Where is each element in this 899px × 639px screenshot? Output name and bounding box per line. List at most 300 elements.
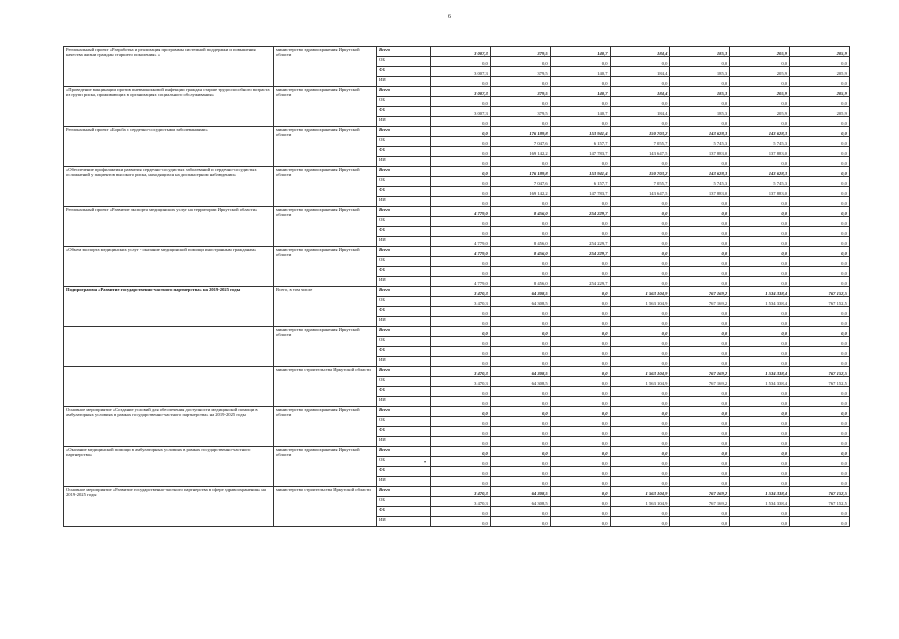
amount-cell: 0,0	[670, 77, 730, 87]
amount-cell: 0,0	[730, 417, 790, 427]
amount-cell: 0,0	[490, 157, 550, 167]
funding-source-cell: ФБ	[377, 227, 431, 237]
amount-cell: 0,0	[790, 237, 850, 247]
amount-cell: 254 229,7	[550, 277, 610, 287]
amount-cell: 0,0	[670, 57, 730, 67]
amount-cell: 0,0	[790, 457, 850, 467]
funding-source-cell: ОБ	[377, 177, 431, 187]
funding-source-cell: ИИ	[377, 77, 431, 87]
amount-cell: 0,0	[670, 447, 730, 457]
funding-source-cell: ОБ	[377, 497, 431, 507]
amount-cell: 0,0	[550, 417, 610, 427]
amount-cell: 205,9	[730, 107, 790, 117]
amount-cell: 0,0	[790, 217, 850, 227]
funding-source-cell: ФБ	[377, 147, 431, 157]
amount-cell: 0,0	[790, 147, 850, 157]
amount-cell: 137 883,0	[670, 187, 730, 197]
funding-source-cell: Всего	[377, 327, 431, 337]
amount-cell: 4 779,0	[431, 237, 491, 247]
amount-cell: 0,0	[550, 367, 610, 377]
amount-cell: 64 308,5	[490, 297, 550, 307]
amount-cell: 254 229,7	[550, 247, 610, 257]
funding-source-cell: ОБ	[377, 257, 431, 267]
amount-cell: 767 169,2	[670, 487, 730, 497]
amount-cell: 0,0	[790, 137, 850, 147]
amount-cell: 0,0	[490, 477, 550, 487]
stray-mark: •	[424, 460, 427, 466]
amount-cell: 0,0	[490, 57, 550, 67]
amount-cell: 7 055,7	[610, 137, 670, 147]
amount-cell: 5 745,3	[730, 177, 790, 187]
amount-cell: 0,0	[550, 337, 610, 347]
executor-cell: министерство здравоохранения Иркутской области	[274, 327, 377, 367]
amount-cell: 0,0	[610, 237, 670, 247]
amount-cell: 0,0	[431, 147, 491, 157]
amount-cell: 150 703,2	[610, 127, 670, 137]
amount-cell: 143 647,5	[610, 187, 670, 197]
funding-source-cell: Всего	[377, 487, 431, 497]
amount-cell: 0,0	[670, 337, 730, 347]
amount-cell: 0,0	[431, 337, 491, 347]
amount-cell: 0,0	[790, 187, 850, 197]
funding-source-cell: ОБ	[377, 457, 431, 467]
amount-cell: 0,0	[431, 327, 491, 337]
amount-cell: 0,0	[431, 417, 491, 427]
amount-cell: 0,0	[431, 387, 491, 397]
amount-cell: 3 007,3	[431, 107, 491, 117]
amount-cell: 379,5	[490, 67, 550, 77]
amount-cell: 0,0	[730, 217, 790, 227]
amount-cell: 0,0	[730, 307, 790, 317]
amount-cell: 0,0	[431, 467, 491, 477]
amount-cell: 185,3	[670, 67, 730, 77]
amount-cell: 0,0	[610, 507, 670, 517]
amount-cell: 0,0	[670, 347, 730, 357]
amount-cell: 767 152,5	[790, 487, 850, 497]
executor-cell: министерство здравоохранения Иркутской области	[274, 47, 377, 87]
table-row	[64, 367, 850, 377]
amount-cell: 0,0	[610, 517, 670, 527]
funding-source-cell: Всего	[377, 447, 431, 457]
amount-cell: 0,0	[730, 267, 790, 277]
amount-cell: 0,0	[431, 357, 491, 367]
amount-cell: 0,0	[730, 457, 790, 467]
amount-cell: 0,0	[490, 427, 550, 437]
funding-source-cell: ИИ	[377, 277, 431, 287]
amount-cell: 0,0	[550, 457, 610, 467]
amount-cell: 147 783,7	[550, 147, 610, 157]
block-name-cell: «Проведение вакцинации против пневмококковой инфекции граждан старше трудоспособного возраста из групп риска, проживающих в организациях социального обслуживания»	[64, 87, 274, 127]
amount-cell: 0,0	[550, 297, 610, 307]
funding-source-cell: ОБ	[377, 217, 431, 227]
funding-source-cell: ФБ	[377, 387, 431, 397]
amount-cell: 0,0	[670, 117, 730, 127]
executor-cell: министерство строительства Иркутской области	[274, 487, 377, 527]
table-row	[64, 447, 850, 457]
amount-cell: 0,0	[610, 397, 670, 407]
amount-cell: 0,0	[490, 397, 550, 407]
amount-cell: 379,5	[490, 107, 550, 117]
amount-cell: 3 007,3	[431, 67, 491, 77]
amount-cell: 0,0	[610, 407, 670, 417]
amount-cell: 0,0	[790, 397, 850, 407]
table-row	[64, 167, 850, 177]
funding-source-cell: ИИ	[377, 317, 431, 327]
funding-source-cell: Всего	[377, 207, 431, 217]
table-row	[64, 487, 850, 497]
amount-cell: 0,0	[670, 217, 730, 227]
amount-cell: 0,0	[670, 277, 730, 287]
amount-cell: 0,0	[490, 77, 550, 87]
amount-cell: 0,0	[670, 307, 730, 317]
amount-cell: 0,0	[790, 407, 850, 417]
table-row	[64, 407, 850, 417]
amount-cell: 0,0	[610, 457, 670, 467]
amount-cell: 0,0	[670, 467, 730, 477]
block-name-cell: Подпрограмма «Развитие государственно-частного партнерства» на 2019-2025 годы	[64, 287, 274, 327]
funding-source-cell: ОБ	[377, 297, 431, 307]
funding-source-cell: Всего	[377, 407, 431, 417]
amount-cell: 0,0	[790, 447, 850, 457]
block-name-cell: Основное мероприятие «Развитие государственно-частного партнерства в сфере здравоохранения» на 2019-2025 годы	[64, 487, 274, 527]
amount-cell: 0,0	[490, 347, 550, 357]
amount-cell: 0,0	[790, 477, 850, 487]
amount-cell: 0,0	[431, 317, 491, 327]
amount-cell: 0,0	[790, 277, 850, 287]
amount-cell: 4 779,0	[431, 277, 491, 287]
amount-cell: 0,0	[550, 407, 610, 417]
amount-cell: 0,0	[431, 167, 491, 177]
amount-cell: 0,0	[670, 267, 730, 277]
amount-cell: 0,0	[490, 447, 550, 457]
amount-cell: 0,0	[730, 337, 790, 347]
amount-cell: 205,9	[790, 67, 850, 77]
funding-source-cell: ИИ	[377, 237, 431, 247]
amount-cell: 0,0	[431, 447, 491, 457]
funding-source-cell: ФБ	[377, 307, 431, 317]
amount-cell: 0,0	[550, 357, 610, 367]
amount-cell: 0,0	[790, 127, 850, 137]
amount-cell: 0,0	[431, 347, 491, 357]
amount-cell: 0,0	[730, 387, 790, 397]
amount-cell: 0,0	[610, 337, 670, 347]
funding-source-cell: ФБ	[377, 107, 431, 117]
amount-cell: 0,0	[550, 507, 610, 517]
amount-cell: 0,0	[670, 207, 730, 217]
amount-cell: 0,0	[730, 327, 790, 337]
amount-cell: 185,3	[670, 87, 730, 97]
amount-cell: 153 941,4	[550, 127, 610, 137]
amount-cell: 0,0	[431, 267, 491, 277]
funding-source-cell: ИИ	[377, 397, 431, 407]
amount-cell: 0,0	[431, 427, 491, 437]
amount-cell: 767 152,5	[790, 287, 850, 297]
amount-cell: 767 152,5	[790, 497, 850, 507]
amount-cell: 0,0	[670, 417, 730, 427]
amount-cell: 7 055,7	[610, 177, 670, 187]
amount-cell: 64 308,5	[490, 367, 550, 377]
executor-cell: министерство строительства Иркутской области	[274, 367, 377, 407]
funding-source-cell: ОБ	[377, 337, 431, 347]
amount-cell: 7 047,6	[490, 137, 550, 147]
amount-cell: 0,0	[790, 517, 850, 527]
executor-cell: министерство здравоохранения Иркутской области	[274, 247, 377, 287]
amount-cell: 0,0	[610, 227, 670, 237]
amount-cell: 205,9	[790, 107, 850, 117]
amount-cell: 64 308,5	[490, 287, 550, 297]
amount-cell: 176 189,8	[490, 167, 550, 177]
block-name-cell: Региональный проект «Борьба с сердечно-сосудистыми заболеваниями»	[64, 127, 274, 167]
amount-cell: 0,0	[550, 197, 610, 207]
block-name-cell: Основное мероприятие «Создание условий для обеспечения доступности медицинской помощи в амбулаторных условиях в рамках государственно-частного партнерства» на 2019-2025 годы	[64, 407, 274, 447]
amount-cell: 0,0	[431, 307, 491, 317]
amount-cell: 0,0	[670, 97, 730, 107]
amount-cell: 0,0	[670, 227, 730, 237]
amount-cell: 0,0	[490, 317, 550, 327]
amount-cell: 0,0	[610, 267, 670, 277]
amount-cell: 0,0	[730, 447, 790, 457]
amount-cell: 0,0	[550, 227, 610, 237]
amount-cell: 5 745,3	[670, 177, 730, 187]
amount-cell: 0,0	[431, 517, 491, 527]
amount-cell: 184,4	[610, 47, 670, 57]
amount-cell: 3 007,3	[431, 47, 491, 57]
amount-cell: 0,0	[790, 317, 850, 327]
amount-cell: 0,0	[431, 187, 491, 197]
table-row	[64, 87, 850, 97]
amount-cell: 0,0	[490, 517, 550, 527]
amount-cell: 0,0	[431, 137, 491, 147]
funding-source-cell: Всего	[377, 367, 431, 377]
funding-source-cell: Всего	[377, 127, 431, 137]
amount-cell: 0,0	[790, 167, 850, 177]
amount-cell: 4 779,0	[431, 207, 491, 217]
amount-cell: 0,0	[431, 97, 491, 107]
amount-cell: 176 189,8	[490, 127, 550, 137]
executor-cell: министерство здравоохранения Иркутской области	[274, 447, 377, 487]
amount-cell: 0,0	[550, 77, 610, 87]
amount-cell: 0,0	[670, 327, 730, 337]
amount-cell: 0,0	[550, 427, 610, 437]
amount-cell: 137 883,0	[670, 147, 730, 157]
block-name-cell: Региональный проект «Развитие экспорта медицинских услуг на территории Иркутской области»	[64, 207, 274, 247]
amount-cell: 767 152,5	[790, 297, 850, 307]
amount-cell: 0,0	[550, 487, 610, 497]
funding-source-cell: Всего	[377, 87, 431, 97]
amount-cell: 0,0	[730, 477, 790, 487]
amount-cell: 0,0	[610, 307, 670, 317]
funding-source-cell: ФБ	[377, 347, 431, 357]
amount-cell: 0,0	[790, 197, 850, 207]
amount-cell: 0,0	[490, 357, 550, 367]
amount-cell: 3 470,3	[431, 287, 491, 297]
amount-cell: 1 534 338,4	[730, 367, 790, 377]
amount-cell: 0,0	[670, 247, 730, 257]
executor-cell: министерство здравоохранения Иркутской области	[274, 87, 377, 127]
amount-cell: 0,0	[550, 497, 610, 507]
funding-source-cell: Всего	[377, 167, 431, 177]
amount-cell: 0,0	[550, 327, 610, 337]
amount-cell: 0,0	[490, 197, 550, 207]
funding-source-cell: ИИ	[377, 437, 431, 447]
amount-cell: 0,0	[670, 437, 730, 447]
amount-cell: 0,0	[550, 307, 610, 317]
amount-cell: 0,0	[610, 57, 670, 67]
amount-cell: 0,0	[790, 387, 850, 397]
amount-cell: 0,0	[431, 457, 491, 467]
amount-cell: 1 534 338,4	[730, 297, 790, 307]
amount-cell: 0,0	[550, 57, 610, 67]
amount-cell: 0,0	[610, 357, 670, 367]
amount-cell: 0,0	[730, 117, 790, 127]
amount-cell: 0,0	[431, 177, 491, 187]
funding-source-cell: ИИ	[377, 117, 431, 127]
amount-cell: 0,0	[790, 327, 850, 337]
amount-cell: 0,0	[730, 227, 790, 237]
block-name-cell: Региональный проект «Разработка и реализация программы системной поддержки и повышения качества жизни граждан старшего поколения» »	[64, 47, 274, 87]
amount-cell: 0,0	[550, 447, 610, 457]
amount-cell: 0,0	[730, 97, 790, 107]
amount-cell: 6 157,7	[550, 177, 610, 187]
amount-cell: 205,9	[790, 47, 850, 57]
amount-cell: 3 470,3	[431, 487, 491, 497]
amount-cell: 1 563 104,9	[610, 287, 670, 297]
amount-cell: 147 783,7	[550, 187, 610, 197]
amount-cell: 4 779,0	[431, 247, 491, 257]
amount-cell: 0,0	[790, 357, 850, 367]
amount-cell: 3 470,3	[431, 367, 491, 377]
amount-cell: 0,0	[610, 417, 670, 427]
amount-cell: 140,7	[550, 87, 610, 97]
amount-cell: 0,0	[550, 397, 610, 407]
amount-cell: 0,0	[730, 347, 790, 357]
amount-cell: 0,0	[431, 217, 491, 227]
amount-cell: 0,0	[490, 407, 550, 417]
amount-cell: 1 534 338,4	[730, 487, 790, 497]
amount-cell: 0,0	[730, 277, 790, 287]
amount-cell: 0,0	[431, 197, 491, 207]
amount-cell: 184,4	[610, 107, 670, 117]
amount-cell: 8 456,0	[490, 207, 550, 217]
block-name-cell: «Объем экспорта медицинских услуг - оказание медицинской помощи иностранным гражданам»	[64, 247, 274, 287]
table-row	[64, 127, 850, 137]
executor-cell: Всего, в том числе	[274, 287, 377, 327]
amount-cell: 137 883,0	[730, 187, 790, 197]
amount-cell: 0,0	[670, 507, 730, 517]
amount-cell: 0,0	[550, 387, 610, 397]
executor-cell: министерство здравоохранения Иркутской области	[274, 407, 377, 447]
funding-source-cell: ИИ	[377, 357, 431, 367]
amount-cell: 0,0	[550, 517, 610, 527]
amount-cell: 0,0	[730, 507, 790, 517]
amount-cell: 3 470,3	[431, 497, 491, 507]
funding-source-cell: ИИ	[377, 477, 431, 487]
executor-cell: министерство здравоохранения Иркутской области	[274, 167, 377, 207]
amount-cell: 0,0	[431, 437, 491, 447]
amount-cell: 0,0	[610, 467, 670, 477]
table-row	[64, 287, 850, 297]
amount-cell: 0,0	[730, 397, 790, 407]
table-row	[64, 247, 850, 257]
amount-cell: 0,0	[490, 437, 550, 447]
amount-cell: 140,7	[550, 107, 610, 117]
amount-cell: 3 470,3	[431, 377, 491, 387]
amount-cell: 0,0	[431, 77, 491, 87]
amount-cell: 0,0	[790, 307, 850, 317]
amount-cell: 0,0	[550, 317, 610, 327]
amount-cell: 3 470,3	[431, 297, 491, 307]
amount-cell: 0,0	[790, 507, 850, 517]
amount-cell: 379,5	[490, 87, 550, 97]
amount-cell: 0,0	[790, 177, 850, 187]
funding-source-cell: ФБ	[377, 267, 431, 277]
amount-cell: 0,0	[790, 267, 850, 277]
amount-cell: 8 456,0	[490, 237, 550, 247]
amount-cell: 0,0	[610, 197, 670, 207]
amount-cell: 169 142,2	[490, 147, 550, 157]
amount-cell: 0,0	[610, 317, 670, 327]
amount-cell: 0,0	[490, 507, 550, 517]
amount-cell: 0,0	[431, 507, 491, 517]
amount-cell: 143 628,3	[730, 127, 790, 137]
amount-cell: 0,0	[670, 237, 730, 247]
amount-cell: 0,0	[670, 397, 730, 407]
amount-cell: 0,0	[431, 157, 491, 167]
amount-cell: 64 308,5	[490, 377, 550, 387]
amount-cell: 0,0	[790, 97, 850, 107]
amount-cell: 0,0	[670, 477, 730, 487]
amount-cell: 0,0	[610, 437, 670, 447]
amount-cell: 0,0	[670, 157, 730, 167]
amount-cell: 0,0	[790, 77, 850, 87]
block-name-cell	[64, 327, 274, 367]
funding-source-cell: Всего	[377, 247, 431, 257]
amount-cell: 0,0	[730, 237, 790, 247]
amount-cell: 254 229,7	[550, 237, 610, 247]
amount-cell: 0,0	[610, 387, 670, 397]
funding-source-cell: ИИ	[377, 157, 431, 167]
amount-cell: 153 941,4	[550, 167, 610, 177]
amount-cell: 0,0	[790, 337, 850, 347]
funding-source-cell: Всего	[377, 287, 431, 297]
amount-cell: 0,0	[790, 247, 850, 257]
amount-cell: 0,0	[670, 387, 730, 397]
amount-cell: 205,9	[730, 47, 790, 57]
funding-source-cell: ИИ	[377, 517, 431, 527]
amount-cell: 64 308,5	[490, 487, 550, 497]
amount-cell: 0,0	[730, 247, 790, 257]
amount-cell: 0,0	[790, 437, 850, 447]
amount-cell: 0,0	[490, 307, 550, 317]
amount-cell: 0,0	[730, 407, 790, 417]
amount-cell: 0,0	[610, 207, 670, 217]
amount-cell: 0,0	[610, 117, 670, 127]
amount-cell: 0,0	[490, 117, 550, 127]
amount-cell: 767 169,2	[670, 497, 730, 507]
amount-cell: 0,0	[610, 257, 670, 267]
amount-cell: 0,0	[670, 197, 730, 207]
amount-cell: 767 152,5	[790, 377, 850, 387]
amount-cell: 143 628,3	[670, 127, 730, 137]
amount-cell: 0,0	[790, 157, 850, 167]
amount-cell: 0,0	[490, 257, 550, 267]
amount-cell: 1 563 104,9	[610, 497, 670, 507]
amount-cell: 0,0	[431, 57, 491, 67]
amount-cell: 0,0	[490, 97, 550, 107]
amount-cell: 0,0	[490, 467, 550, 477]
funding-source-cell: ИИ	[377, 197, 431, 207]
amount-cell: 0,0	[670, 517, 730, 527]
